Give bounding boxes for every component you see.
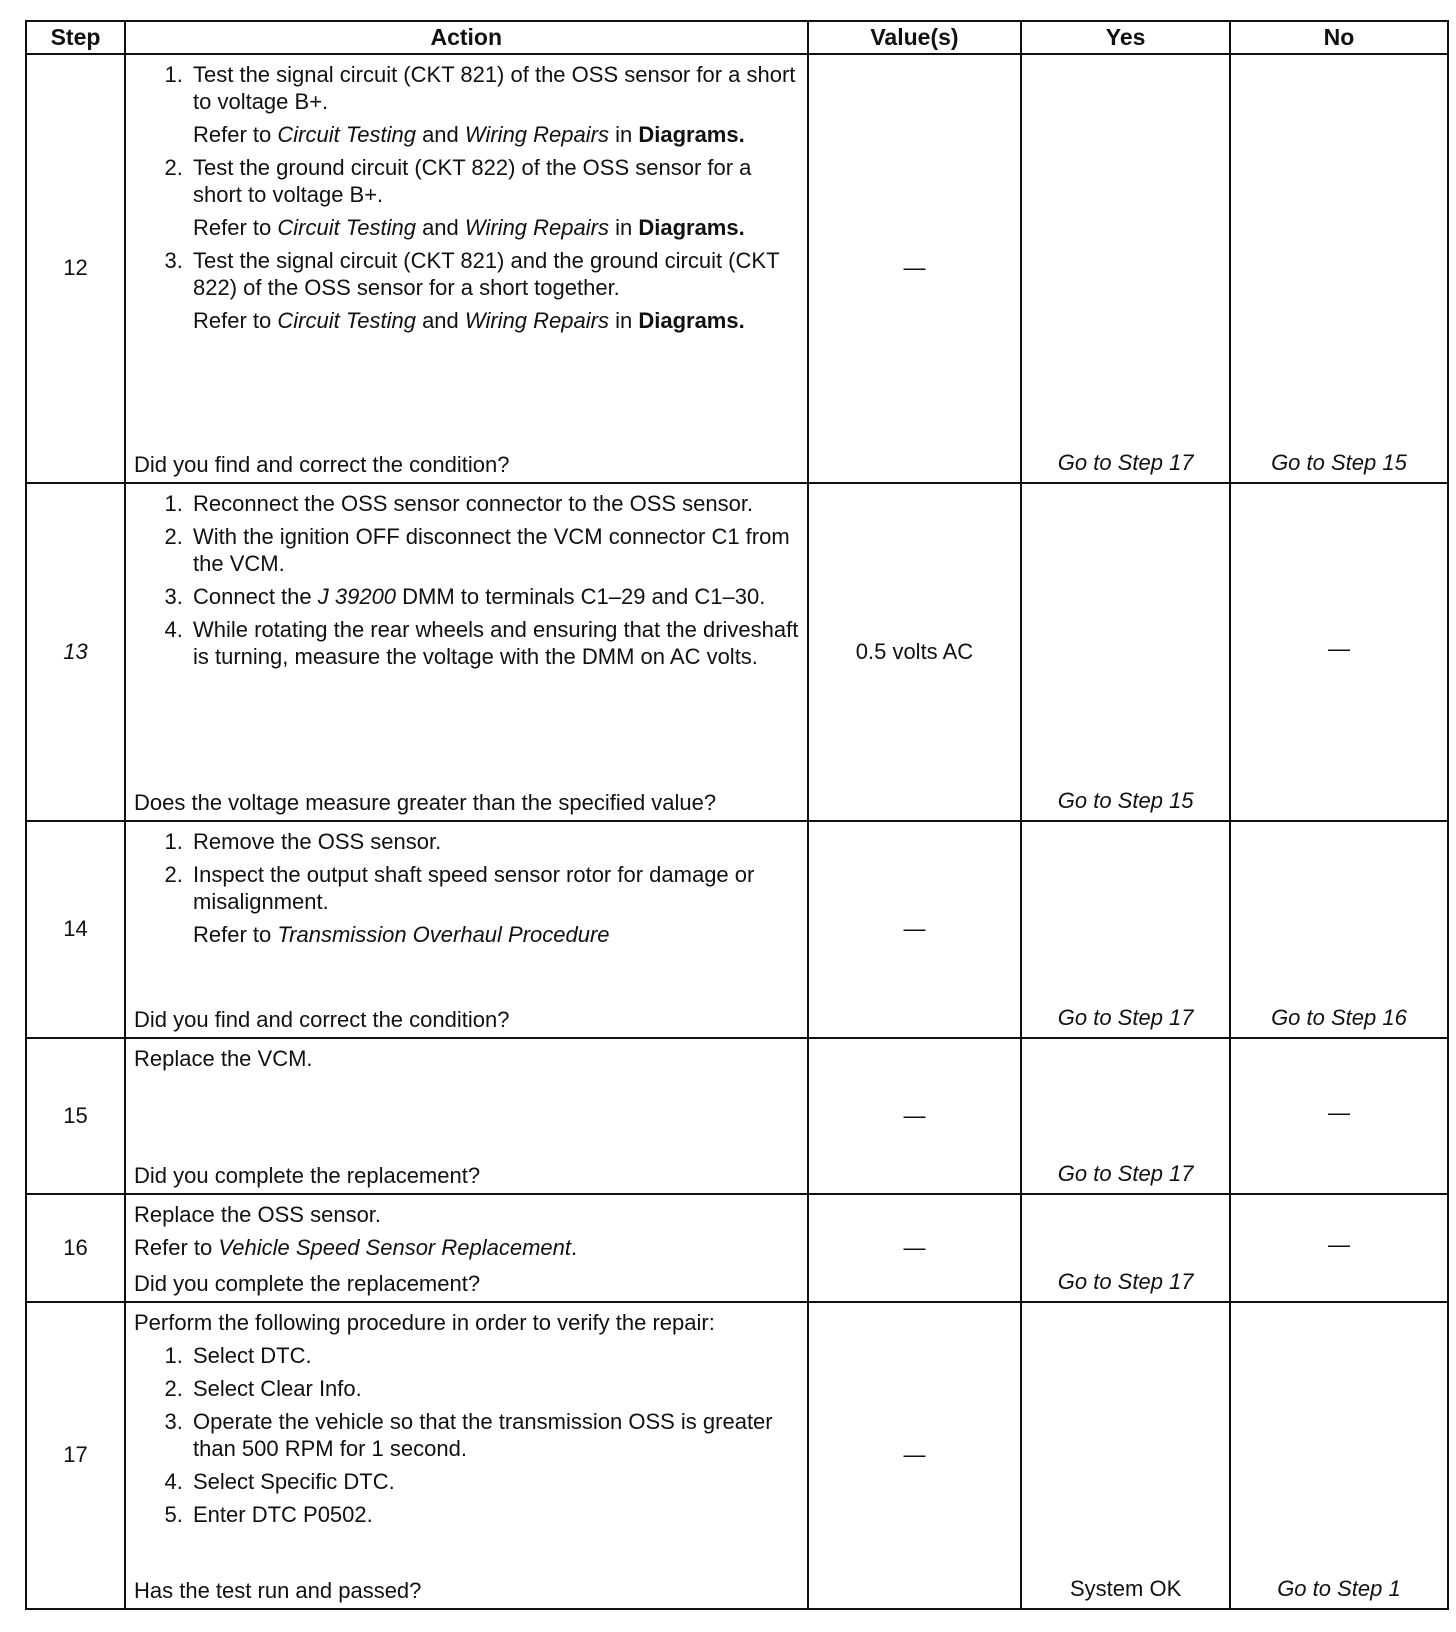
action-list <box>134 490 799 670</box>
table-row-step-15 <box>26 1038 1448 1195</box>
table-row-step-17 <box>26 1302 1448 1609</box>
table-row-step-12 <box>26 54 1448 483</box>
action-cell <box>125 821 808 1038</box>
value-cell: — <box>808 1194 1022 1301</box>
question: Does the voltage measure greater than the specified value? <box>134 789 717 815</box>
value-cell: 0.5 volts AC <box>808 483 1022 821</box>
no-link[interactable]: Go to Step 1 <box>1230 1302 1448 1609</box>
value-cell: — <box>808 1302 1022 1609</box>
question: Did you find and correct the condition? <box>134 451 510 477</box>
reference-note: Refer to Vehicle Speed Sensor Replacement. <box>134 1235 578 1261</box>
list-item: 3. Test the signal circuit (CKT 821) and the ground circuit (CKT 822) of the OSS sensor for a short together. Refer to Circuit Testing and Wiring Repairs in Diagrams. <box>189 247 799 334</box>
question: Did you complete the replacement? <box>134 1270 481 1296</box>
list-item: 4. Select Specific DTC. <box>189 1468 799 1495</box>
value-cell: — <box>808 54 1022 483</box>
action-list <box>134 61 799 334</box>
list-item: 1. Remove the OSS sensor. <box>189 828 799 855</box>
step-number: 15 <box>26 1038 125 1195</box>
yes-link[interactable]: Go to Step 17 <box>1021 1038 1230 1195</box>
list-item: 1. Select DTC. <box>189 1342 799 1369</box>
action-intro: Perform the following procedure in order to verify the repair: <box>134 1309 715 1335</box>
step-number: 13 <box>26 483 125 821</box>
question: Has the test run and passed? <box>134 1578 422 1603</box>
no-cell: — <box>1230 483 1448 821</box>
action-list <box>134 828 799 948</box>
step-number: 17 <box>26 1302 125 1609</box>
action-list <box>134 1342 799 1528</box>
diagnostic-table <box>25 20 1449 1610</box>
header-step: Step <box>26 21 125 54</box>
header-action: Action <box>125 21 808 54</box>
action-intro: Replace the OSS sensor. <box>134 1202 382 1228</box>
list-item: 2. Inspect the output shaft speed sensor rotor for damage or misalignment. Refer to Transmission Overhaul Procedure <box>189 861 799 948</box>
question: Did you find and correct the condition? <box>134 1006 510 1032</box>
list-item: 2. With the ignition OFF disconnect the VCM connector C1 from the VCM. <box>189 523 799 577</box>
step-number: 12 <box>26 54 125 483</box>
header-values: Value(s) <box>808 21 1022 54</box>
yes-link[interactable]: Go to Step 17 <box>1021 54 1230 483</box>
reference-note: Refer to Circuit Testing and Wiring Repairs in Diagrams. <box>193 308 745 333</box>
value-cell: — <box>808 821 1022 1038</box>
action-intro: Replace the VCM. <box>134 1045 313 1071</box>
list-item: 4. While rotating the rear wheels and ensuring that the driveshaft is turning, measure the voltage with the DMM on AC volts. <box>189 616 799 670</box>
yes-link[interactable]: Go to Step 17 <box>1021 821 1230 1038</box>
action-cell <box>125 1194 808 1301</box>
action-cell <box>125 483 808 821</box>
no-cell: — <box>1230 1194 1448 1301</box>
header-yes: Yes <box>1021 21 1230 54</box>
yes-link[interactable]: Go to Step 15 <box>1021 483 1230 821</box>
action-cell <box>125 54 808 483</box>
value-cell: — <box>808 1038 1022 1195</box>
reference-note: Refer to Transmission Overhaul Procedure <box>193 921 610 947</box>
table-row-step-16 <box>26 1194 1448 1301</box>
table-row-step-14 <box>26 821 1448 1038</box>
question: Did you complete the replacement? <box>134 1163 481 1189</box>
action-cell <box>125 1038 808 1195</box>
action-cell <box>125 1302 808 1609</box>
list-item: 3. Connect the J 39200 DMM to terminals C1–29 and C1–30. <box>189 583 799 610</box>
step-number: 14 <box>26 821 125 1038</box>
header-row <box>26 21 1448 54</box>
no-link[interactable]: Go to Step 16 <box>1230 821 1448 1038</box>
list-item: 2. Select Clear Info. <box>189 1375 799 1402</box>
list-item: 1. Test the signal circuit (CKT 821) of the OSS sensor for a short to voltage B+. Refer to Circuit Testing and Wiring Repairs in Diagrams. <box>189 61 799 148</box>
reference-note: Refer to Circuit Testing and Wiring Repairs in Diagrams. <box>193 215 745 240</box>
no-link[interactable]: Go to Step 15 <box>1230 54 1448 483</box>
table-row-step-13 <box>26 483 1448 821</box>
yes-result: System OK <box>1021 1302 1230 1609</box>
yes-link[interactable]: Go to Step 17 <box>1021 1194 1230 1301</box>
list-item: 1. Reconnect the OSS sensor connector to the OSS sensor. <box>189 490 799 517</box>
no-cell: — <box>1230 1038 1448 1195</box>
step-number: 16 <box>26 1194 125 1301</box>
list-item: 3. Operate the vehicle so that the transmission OSS is greater than 500 RPM for 1 second. <box>189 1408 799 1462</box>
reference-note: Refer to Circuit Testing and Wiring Repairs in Diagrams. <box>193 122 745 147</box>
list-item: 5. Enter DTC P0502. <box>189 1501 799 1528</box>
list-item: 2. Test the ground circuit (CKT 822) of the OSS sensor for a short to voltage B+. Refer to Circuit Testing and Wiring Repairs in Diagrams. <box>189 154 799 241</box>
header-no: No <box>1230 21 1448 54</box>
